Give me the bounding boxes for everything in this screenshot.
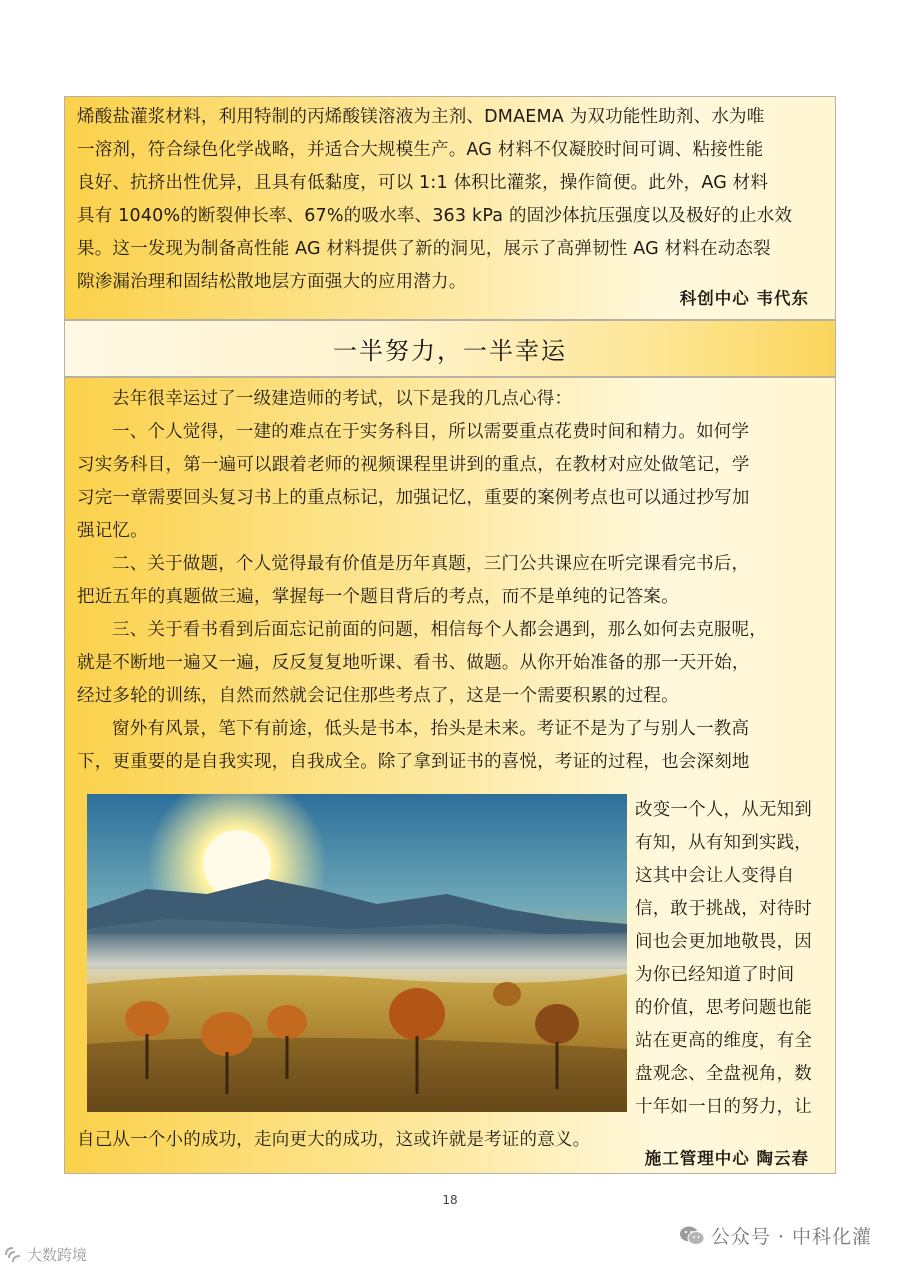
text-line: 果。这一发现为制备高性能 AG 材料提供了新的洞见，展示了高弹韧性 AG 材料在动态裂 xyxy=(77,239,771,259)
text-line: 去年很幸运过了一级建造师的考试，以下是我的几点心得： xyxy=(112,389,573,409)
wrapped-text xyxy=(635,794,825,1124)
text-line: 把近五年的真题做三遍，掌握每一个题目背后的考点，而不是单纯的记答案。 xyxy=(77,587,679,607)
page-number: 18 xyxy=(442,1193,458,1207)
text-line: 强记忆。 xyxy=(77,521,148,541)
section1-box xyxy=(64,96,836,320)
article-box xyxy=(64,377,836,1174)
text-line: 具有 1040%的断裂伸长率、67%的吸水率、363 kPa 的固沙体抗压强度以及极好的止水效 xyxy=(77,206,793,226)
text-line: 良好、抗挤出性优异，且具有低黏度，可以 1:1 体积比灌浆，操作简便。此外，AG 材料 xyxy=(77,173,769,193)
section1-author: 科创中心 韦代东 xyxy=(679,289,809,308)
article-title: 一半努力，一半幸运 xyxy=(64,320,836,377)
text-line: 为你已经知道了时间 xyxy=(635,965,795,985)
text-line: 隙渗漏治理和固结松散地层方面强大的应用潜力。 xyxy=(77,272,467,292)
article-author: 施工管理中心 陶云春 xyxy=(644,1149,809,1168)
text-line: 习实务科目，第一遍可以跟着老师的视频课程里讲到的重点，在教材对应处做笔记，学 xyxy=(77,455,750,475)
text-line: 改变一个人，从无知到 xyxy=(635,800,812,820)
text-line: 的价值，思考问题也能 xyxy=(635,998,812,1018)
text-line: 自己从一个小的成功，走向更大的成功，这或许就是考证的意义。 xyxy=(77,1130,591,1150)
text-line: 习完一章需要回头复习书上的重点标记，加强记忆，重要的案例考点也可以通过抄写加 xyxy=(77,488,750,508)
watermark-text: 大数跨境 xyxy=(27,1246,88,1264)
text-line: 十年如一日的努力，让 xyxy=(635,1097,812,1117)
article-text xyxy=(77,383,829,779)
text-line: 下，更重要的是自我实现，自我成全。除了拿到证书的喜悦，考证的过程，也会深刻地 xyxy=(77,752,750,772)
text-line: 一、个人觉得，一建的难点在于实务科目，所以需要重点花费时间和精力。如何学 xyxy=(112,422,750,442)
watermark-logo-icon xyxy=(4,1246,24,1264)
text-line: 窗外有风景，笔下有前途，低头是书本，抬头是未来。考证不是为了与别人一教高 xyxy=(112,719,750,739)
watermark xyxy=(4,1244,87,1265)
wechat-brand xyxy=(679,1222,872,1249)
text-line: 烯酸盐灌浆材料，利用特制的丙烯酸镁溶液为主剂、DMAEMA 为双功能性助剂、水为唯 xyxy=(77,107,765,127)
text-line: 一溶剂，符合绿色化学战略，并适合大规模生产。AG 材料不仅凝胶时间可调、粘接性能 xyxy=(77,140,764,160)
text-line: 有知，从有知到实践， xyxy=(635,833,812,853)
text-line: 就是不断地一遍又一遍，反反复复地听课、看书、做题。从你开始准备的那一天开始， xyxy=(77,653,750,673)
text-line: 二、关于做题，个人觉得最有价值是历年真题，三门公共课应在听完课看完书后， xyxy=(112,554,750,574)
text-line: 信，敢于挑战，对待时 xyxy=(635,899,812,919)
sunrise-landscape-photo xyxy=(87,794,627,1112)
text-line: 三、关于看书看到后面忘记前面的问题，相信每个人都会遇到，那么如何去克服呢， xyxy=(112,620,767,640)
brand-text: 公众号 · 中科化灌 xyxy=(710,1226,872,1248)
text-line: 盘观念、全盘视角，数 xyxy=(635,1064,812,1084)
wechat-icon xyxy=(679,1225,705,1247)
text-line: 间也会更加地敬畏，因 xyxy=(635,932,812,952)
text-line: 经过多轮的训练，自然而然就会记住那些考点了，这是一个需要积累的过程。 xyxy=(77,686,679,706)
section1-text xyxy=(77,101,829,299)
text-line: 站在更高的维度，有全 xyxy=(635,1031,812,1051)
text-line: 这其中会让人变得自 xyxy=(635,866,795,886)
